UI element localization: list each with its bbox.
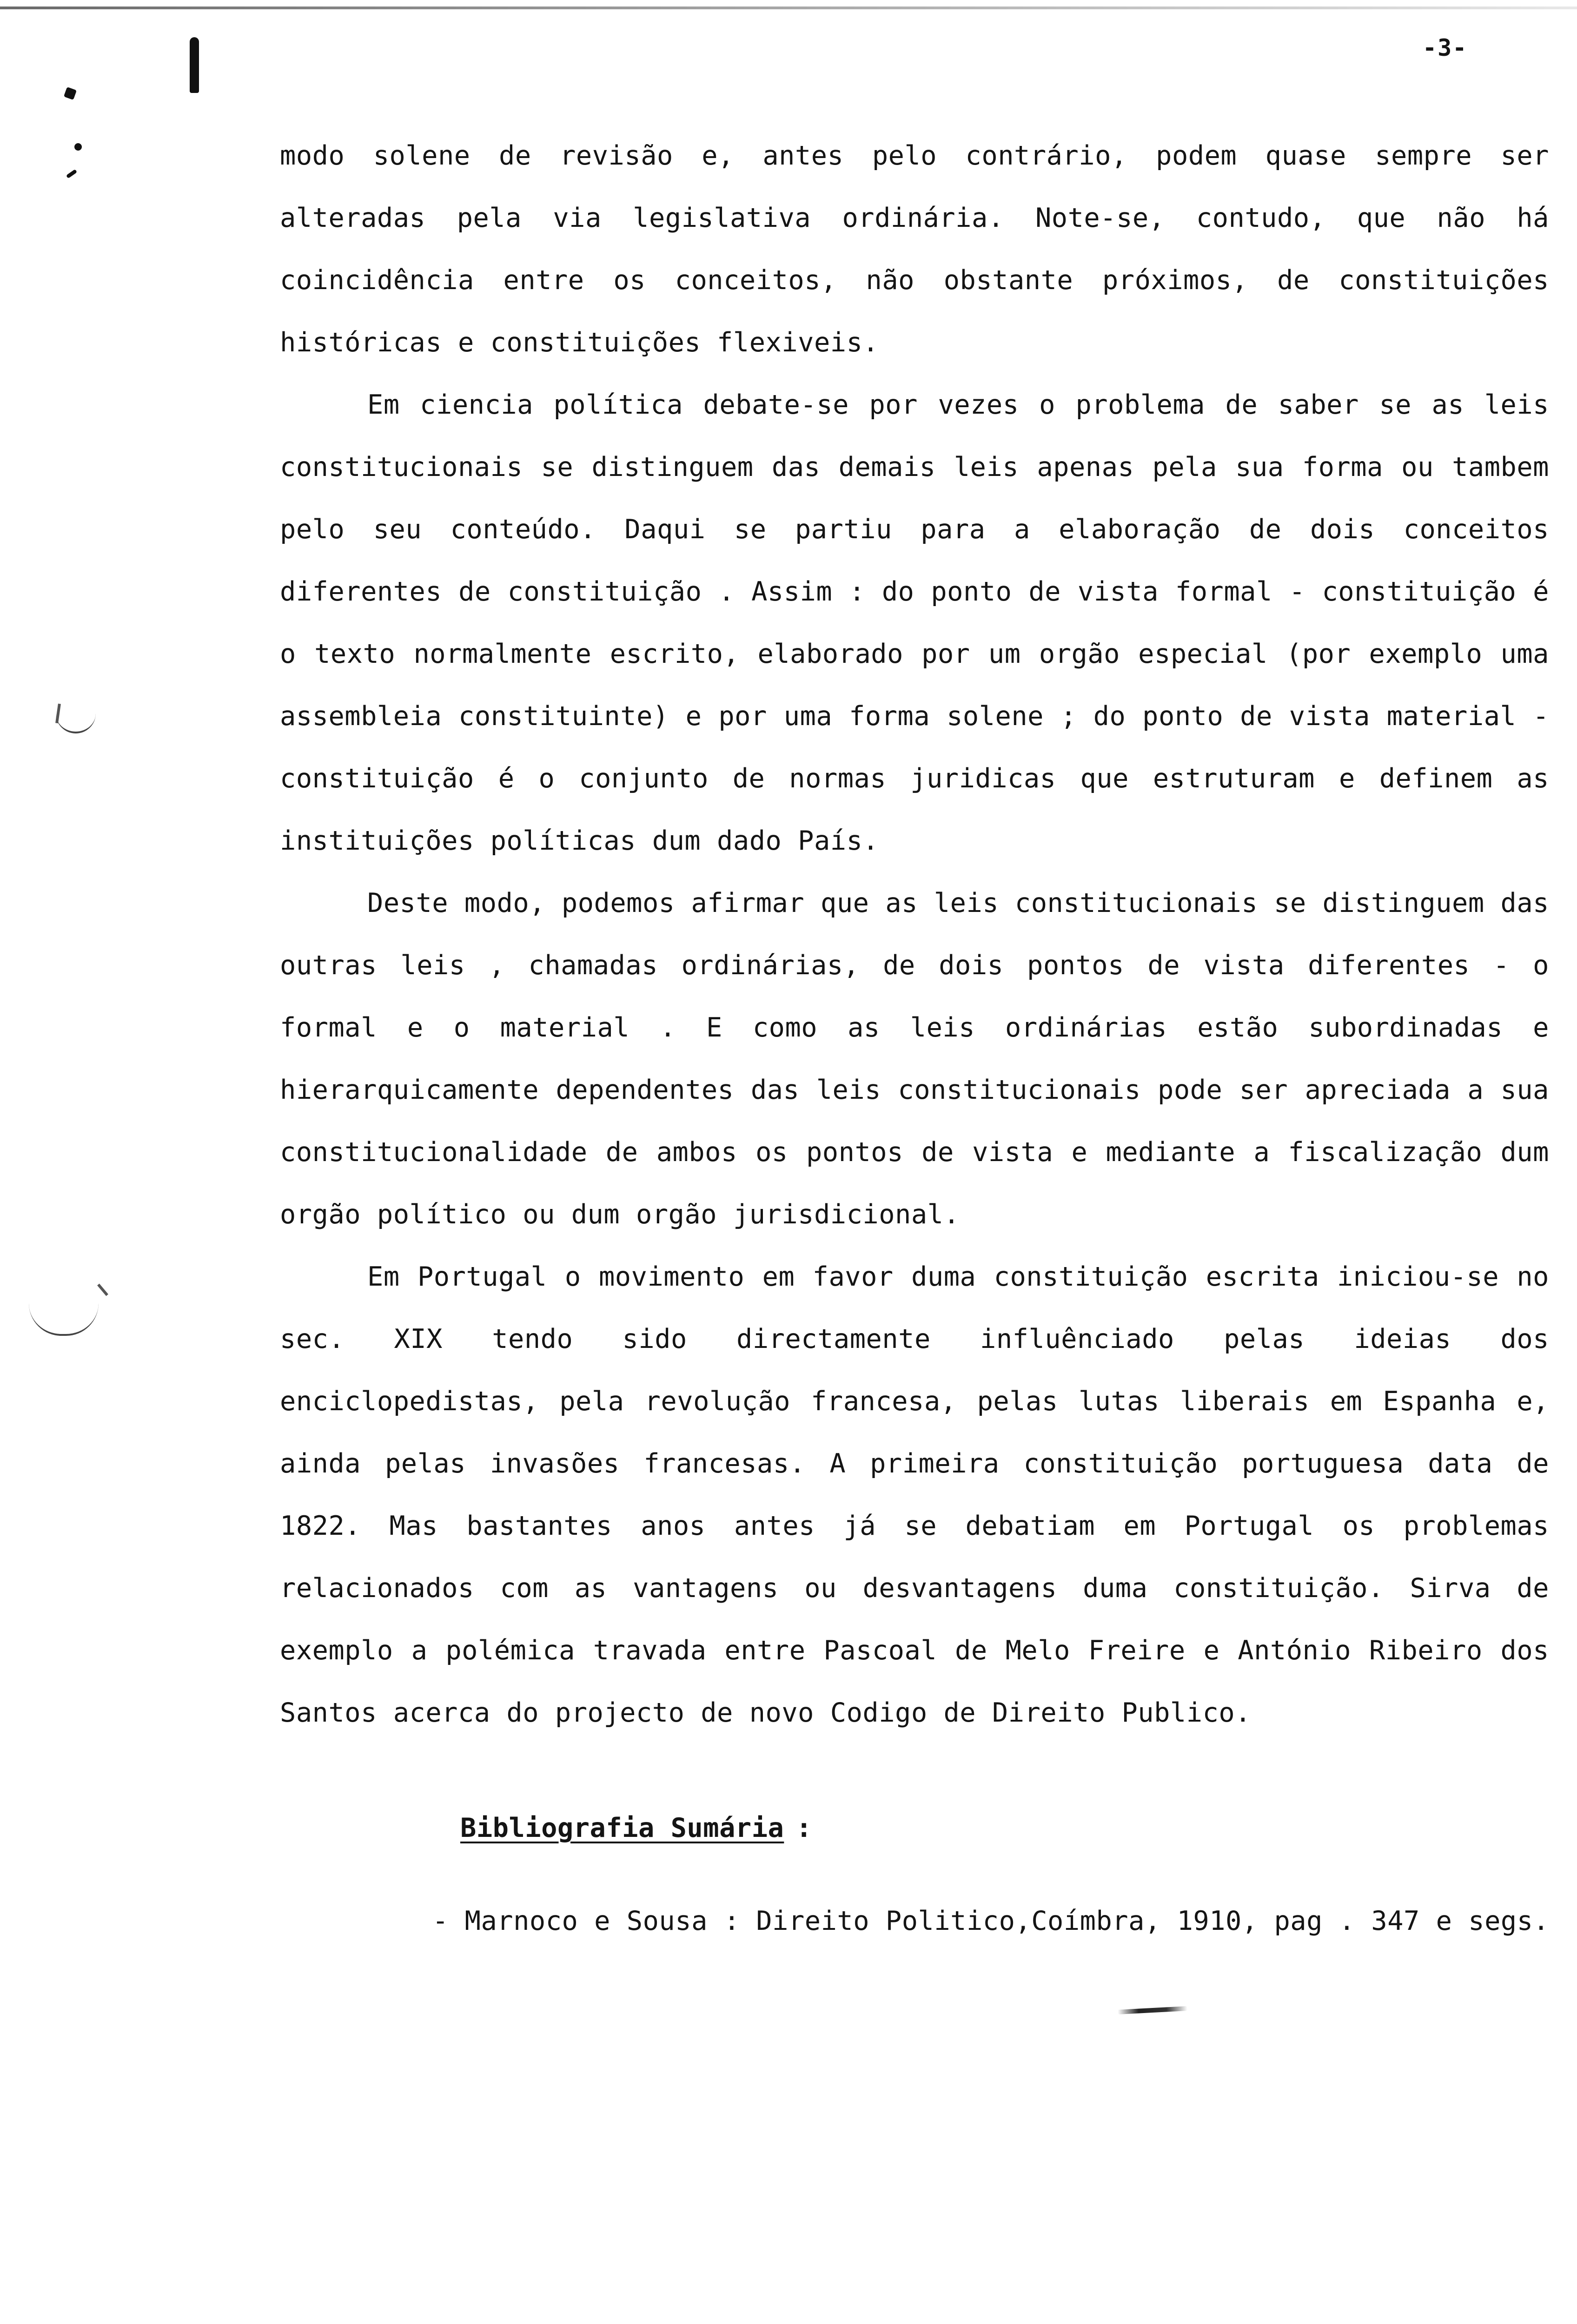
bibliography-heading-colon: :: [796, 1813, 812, 1843]
paragraph: Em ciencia política debate-se por vezes o problema de saber se as leis constitucionais se distinguem das demais leis apenas pela sua forma ou tambem pelo seu conteúdo. Daqui se partiu para a elaboração de dois conceitos diferentes de constituição . Assim : do ponto de vista formal - constituição é o texto normalmente escrito, elaborado por um orgão especial (por exemplo uma assembleia constituinte) e por uma forma solene ; do ponto de vista material - constituição é o conjunto de normas juridicas que estruturam e definem as instituições políticas dum dado País.: [280, 390, 1549, 856]
page-number: -3-: [1423, 34, 1468, 61]
paragraph: Deste modo, podemos afirmar que as leis constitucionais se distinguem das outras leis , chamadas ordinárias, de dois pontos de vista diferentes - o formal e o material . E como as leis ordinárias estão subordinadas e hierarquicamente dependentes das leis constitucionais pode ser apreciada a sua constitucionalidade de ambos os pontos de vista e mediante a fiscalização dum orgão político ou dum orgão jurisdicional.: [280, 888, 1549, 1230]
margin-mark: [56, 711, 96, 733]
paragraph: modo solene de revisão e, antes pelo contrário, podem quase sempre ser alteradas pela via legislativa ordinária. Note-se, contudo, que não há coincidência entre os conceitos, não obstante próximos, de constituições históricas e constituições flexiveis.: [280, 140, 1549, 358]
ink-mark: [74, 143, 82, 151]
body-text: [280, 125, 1549, 1744]
paragraph: Em Portugal o movimento em favor duma constituição escrita iniciou-se no sec. XIX tendo sido directamente influênciado pelas ideias dos enciclopedistas, pela revolução francesa, pelas lutas liberais em Espanha e, ainda pelas invasões francesas. A primeira constituição portuguesa data de 1822. Mas bastantes anos antes já se debatiam em Portugal os problemas relacionados com as vantagens ou desvantagens duma constituição. Sirva de exemplo a polémica travada entre Pascoal de Melo Freire e António Ribeiro dos Santos acerca do projecto de novo Codigo de Direito Publico.: [280, 1261, 1549, 1728]
bibliography-entry: - Marnoco e Sousa : Direito Politico,Coímbra, 1910, pag . 347 e segs.: [432, 1906, 1550, 1936]
bibliography-heading: Bibliografia Sumária: [460, 1813, 784, 1843]
ink-mark: [66, 169, 77, 178]
scan-top-edge: [0, 7, 1577, 9]
margin-mark: [29, 1292, 99, 1336]
margin-mark: [97, 1284, 108, 1296]
end-flourish: [1118, 2006, 1187, 2014]
ink-mark: [190, 37, 199, 93]
ink-mark: [64, 87, 77, 100]
